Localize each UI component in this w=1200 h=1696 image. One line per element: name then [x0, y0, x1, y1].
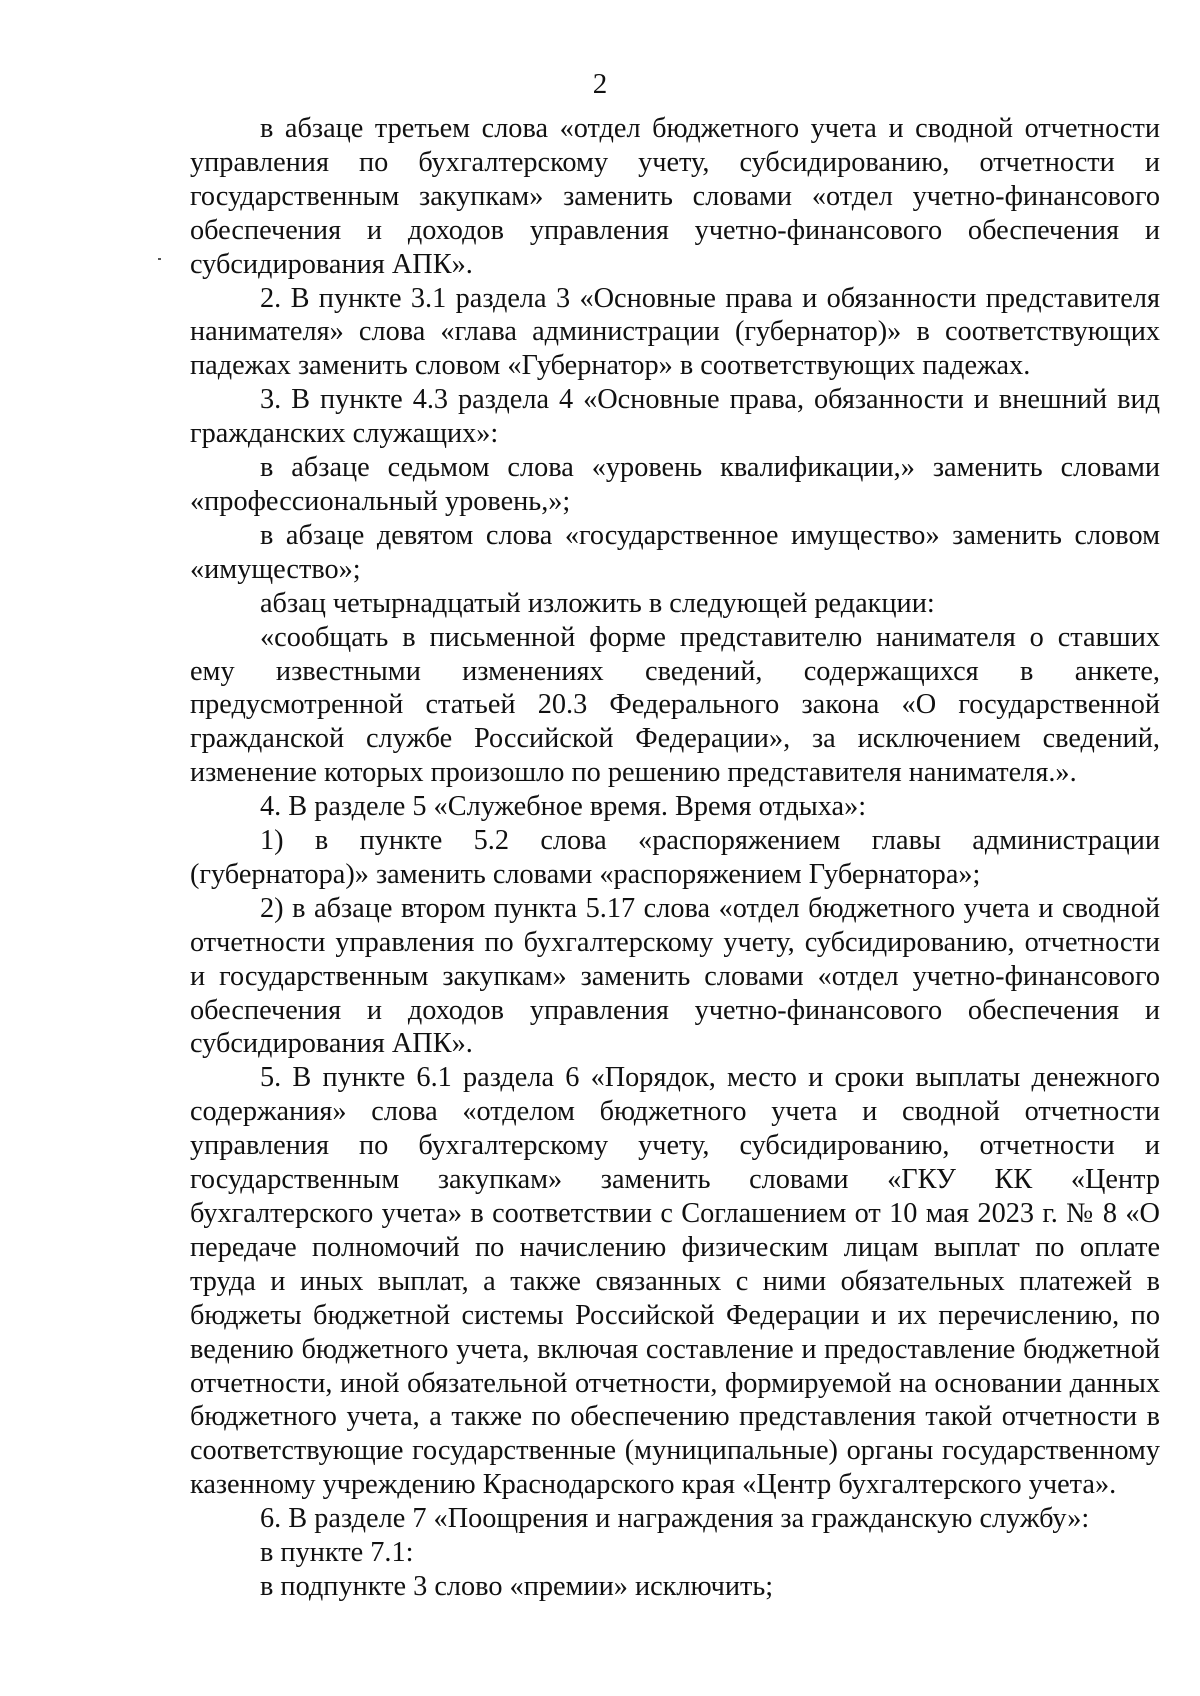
- paragraph-item-4: 4. В разделе 5 «Служебное время. Время отдыха»:: [260, 791, 867, 823]
- paragraph-item-3-abzac-14: абзац четырнадцатый изложить в следующей редакции:: [260, 587, 935, 619]
- paragraph-item-2: 2. В пункте 3.1 раздела 3 «Основные права и обязанности представителя нанимателя» слова «глава администрации (губернатор)» в соответствующих падежах заменить словом «Губернатор» в соответствующих падежах.: [190, 282, 1160, 382]
- paragraph-item-3-new-text: «сообщать в письменной форме представителю нанимателя о ставших ему известными изменениях сведений, содержащихся в анкете, предусмотренной статьей 20.3 Федерального закона «О государственной гражданской службе Российской Федерации», за исключением сведений, изменение которых произошло по решению представителя нанимателя.».: [190, 621, 1160, 789]
- paragraph-item-4-sub-1: 1) в пункте 5.2 слова «распоряжением главы администрации (губернатора)» заменить словами «распоряжением Губернатора»;: [190, 825, 1160, 890]
- paragraph-amendment-3rd-abzac: в абзаце третьем слова «отдел бюджетного учета и сводной отчетности управления по бухгалтерскому учету, субсидированию, отчетности и государственным закупкам» заменить словами «отдел учетно-финансового обеспечения и доходов управления учетно-финансового обеспечения и субсидирования АПК».: [190, 113, 1160, 280]
- page-number: 2: [592, 68, 608, 100]
- paragraph-item-6: 6. В разделе 7 «Поощрения и награждения за гражданскую службу»:: [260, 1503, 1090, 1535]
- paragraph-item-3-abzac-9: в абзаце девятом слова «государственное имущество» заменить словом «имущество»;: [190, 519, 1160, 585]
- paragraph-item-3: 3. В пункте 4.3 раздела 4 «Основные права, обязанности и внешний вид гражданских служащих»:: [190, 384, 1160, 450]
- paragraph-item-5: 5. В пункте 6.1 раздела 6 «Порядок, место и сроки выплаты денежного содержания» слова «отделом бюджетного учета и сводной отчетности управления по бухгалтерскому учету, субсидированию, отчетности и государственным закупкам» заменить словами «ГКУ КК «Центр бухгалтерского учета» в соответствии с Соглашением от 10 мая 2023 г. № 8 «О передаче полномочий по начислению физическим лицам выплат по оплате труда и иных выплат, а также связанных с ними обязательных платежей в бюджеты бюджетной системы Российской Федерации и их перечислению, по ведению бюджетного учета, включая составление и предоставление бюджетной отчетности, иной обязательной отчетности, формируемой на основании данных бюджетного учета, а также по обеспечению представления такой отчетности в соответствующие государственные (муниципальные) органы государственному казенному учреждению Краснодарского края «Центр бухгалтерского учета».: [190, 1062, 1160, 1501]
- document-body: [190, 112, 1160, 1604]
- paragraph-item-4-sub-2: 2) в абзаце втором пункта 5.17 слова «отдел бюджетного учета и сводной отчетности управления по бухгалтерскому учету, субсидированию, отчетности и государственным закупкам» заменить словами «отдел учетно-финансового обеспечения и доходов управления учетно-финансового обеспечения и субсидирования АПК».: [190, 892, 1160, 1060]
- scan-speck: [158, 258, 161, 260]
- paragraph-item-6-sub-3: в подпункте 3 слово «премии» исключить;: [260, 1570, 774, 1602]
- paragraph-item-3-abzac-7: в абзаце седьмом слова «уровень квалификации,» заменить словами «профессиональный уровень,»;: [190, 452, 1160, 517]
- paragraph-item-6-point-7-1: в пункте 7.1:: [260, 1537, 414, 1569]
